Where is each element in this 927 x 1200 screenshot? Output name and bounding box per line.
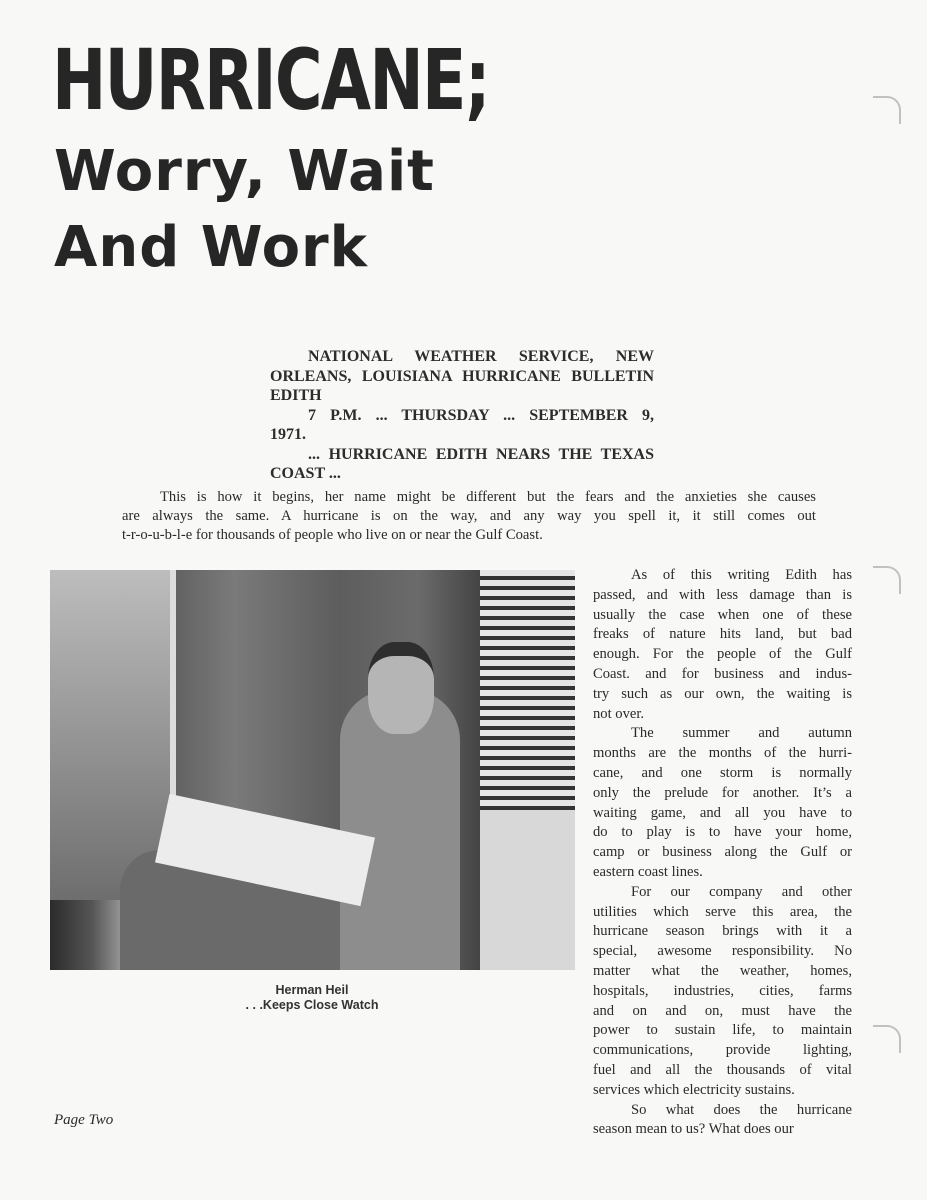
column-line: As of this writing Edith has (631, 567, 852, 583)
binder-hole-mark (873, 566, 901, 594)
bulletin-line: 1971. (270, 426, 306, 443)
column-line: utilities which serve this area, the (593, 903, 852, 920)
bulletin-line: ... HURRICANE EDITH NEARS THE TEXAS (308, 445, 654, 463)
column-line: cane, and one storm is normally (593, 764, 852, 781)
headline-main: HURRICANE; (52, 31, 490, 129)
column-line: special, awesome responsibility. No (593, 943, 852, 960)
column-line: hurricane season brings with it a (593, 923, 852, 940)
column-line: fuel and all the thousands of vital (593, 1061, 852, 1078)
intro-paragraph (122, 488, 816, 545)
column-line: months are the months of the hurri- (593, 745, 852, 762)
photo-control-panel (480, 570, 575, 810)
caption-text: . . .Keeps Close Watch (245, 998, 379, 1012)
column-line: usually the case when one of these (593, 606, 852, 623)
photo-caption (212, 983, 412, 1013)
intro-line: This is how it begins, her name might be different but the fears and the anxieties she causes (160, 489, 816, 505)
binder-hole-mark (873, 1025, 901, 1053)
column-line: services which electricity sustains. (593, 1081, 795, 1098)
weather-bulletin (270, 347, 654, 484)
bulletin-line: NATIONAL WEATHER SERVICE, NEW (308, 348, 654, 365)
column-line: not over. (593, 705, 645, 722)
right-column-text (593, 566, 852, 1140)
column-line: and on and on, must have the (593, 1002, 852, 1019)
column-line: only the prelude for another. It’s a (593, 784, 852, 801)
column-line: communications, provide lighting, (593, 1042, 852, 1059)
bulletin-line: COAST ... (270, 465, 341, 482)
column-line: waiting game, and all you have to (593, 804, 852, 821)
column-line: eastern coast lines. (593, 863, 703, 880)
photo-floor (480, 810, 575, 970)
column-line: try such as our own, the waiting is (593, 685, 852, 702)
intro-line: are always the same. A hurricane is on the way, and any way you spell it, it still comes out (122, 508, 816, 524)
headline-sub-1: Worry, Wait (54, 139, 435, 204)
column-line: For our company and other (631, 883, 852, 900)
column-line: The summer and autumn (631, 725, 852, 742)
column-line: hospitals, industries, cities, farms (593, 982, 852, 999)
photo-herman-heil (50, 570, 575, 970)
intro-line: t-r-o-u-b-l-e for thousands of people who live on or near the Gulf Coast. (122, 527, 543, 543)
column-line: So what does the hurricane (631, 1101, 852, 1118)
column-line: season mean to us? What does our (593, 1121, 794, 1138)
page-number: Page Two (54, 1112, 114, 1128)
headline-sub-2: And Work (54, 215, 368, 280)
caption-name: Herman Heil (275, 983, 349, 997)
column-line: matter what the weather, homes, (593, 962, 852, 979)
bulletin-line: 7 P.M. ... THURSDAY ... SEPTEMBER 9, (308, 406, 654, 424)
bulletin-line: ORLEANS, LOUISIANA HURRICANE BULLETIN (270, 367, 654, 385)
column-line: Coast. and for business and indus- (593, 665, 852, 682)
column-line: power to sustain life, to maintain (593, 1022, 852, 1039)
binder-hole-mark (873, 96, 901, 124)
column-line: enough. For the people of the Gulf (593, 646, 852, 663)
bulletin-line: EDITH (270, 387, 322, 404)
column-line: camp or business along the Gulf or (593, 844, 852, 861)
column-line: do to play is to have your home, (593, 824, 852, 841)
photo-head (368, 642, 434, 734)
column-line: freaks of nature hits land, but bad (593, 626, 852, 643)
column-line: passed, and with less damage than is (593, 586, 852, 603)
